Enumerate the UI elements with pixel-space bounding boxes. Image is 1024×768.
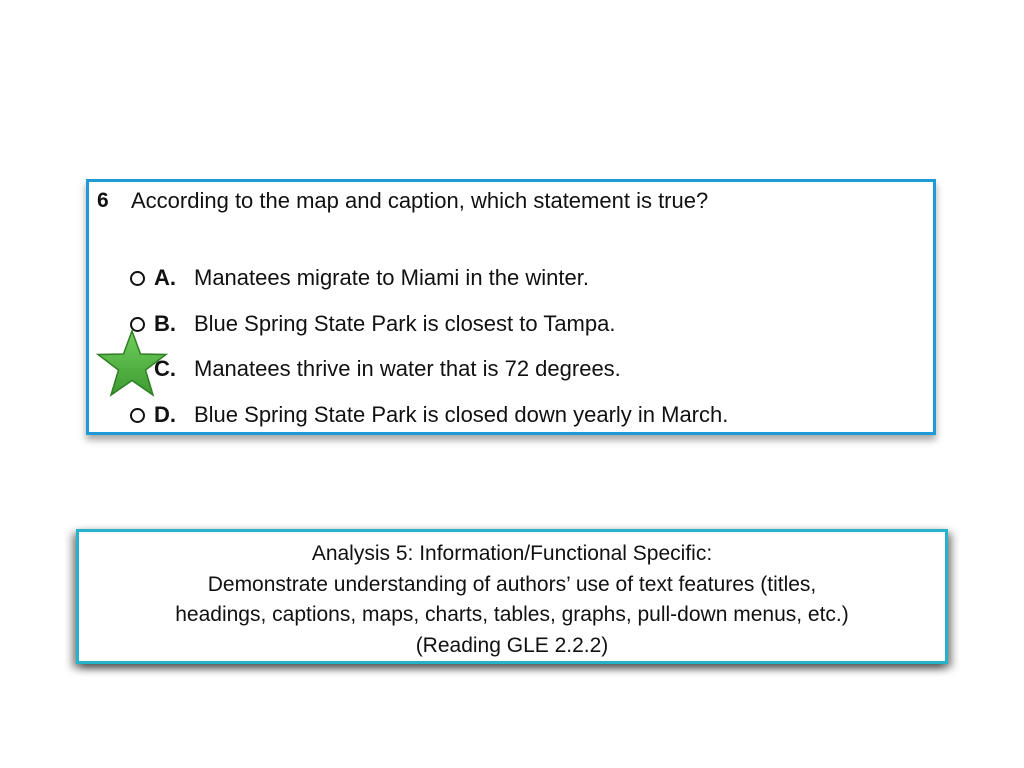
option-letter: D. xyxy=(154,402,176,427)
standard-box xyxy=(76,529,948,664)
radio-circle-icon[interactable] xyxy=(130,271,145,286)
option-letter: A. xyxy=(154,265,176,290)
standard-reference: (Reading GLE 2.2.2) xyxy=(415,633,609,657)
option-text: Manatees migrate to Miami in the winter. xyxy=(194,265,589,290)
standard-heading: Analysis 5: Information/Functional Specific: xyxy=(311,542,713,565)
option-text: Manatees thrive in water that is 72 degrees. xyxy=(194,356,621,381)
question-box xyxy=(86,179,936,435)
option-c[interactable] xyxy=(130,355,621,383)
radio-circle-icon[interactable] xyxy=(130,408,145,423)
option-b[interactable] xyxy=(130,310,615,338)
option-d[interactable] xyxy=(130,401,728,429)
question-prompt: According to the map and caption, which statement is true? xyxy=(131,188,709,213)
option-letter: C. xyxy=(154,356,176,381)
option-letter: B. xyxy=(154,311,176,336)
star-icon xyxy=(96,329,168,397)
option-a[interactable] xyxy=(130,264,589,292)
standard-text-line: headings, captions, maps, charts, tables, graphs, pull-down menus, etc.) xyxy=(175,603,849,626)
question-number: 6 xyxy=(97,189,109,212)
standard-text-line: Demonstrate understanding of authors’ use of text features (titles, xyxy=(207,572,817,596)
option-text: Blue Spring State Park is closest to Tampa. xyxy=(194,311,616,336)
option-text: Blue Spring State Park is closed down yearly in March. xyxy=(194,402,729,427)
